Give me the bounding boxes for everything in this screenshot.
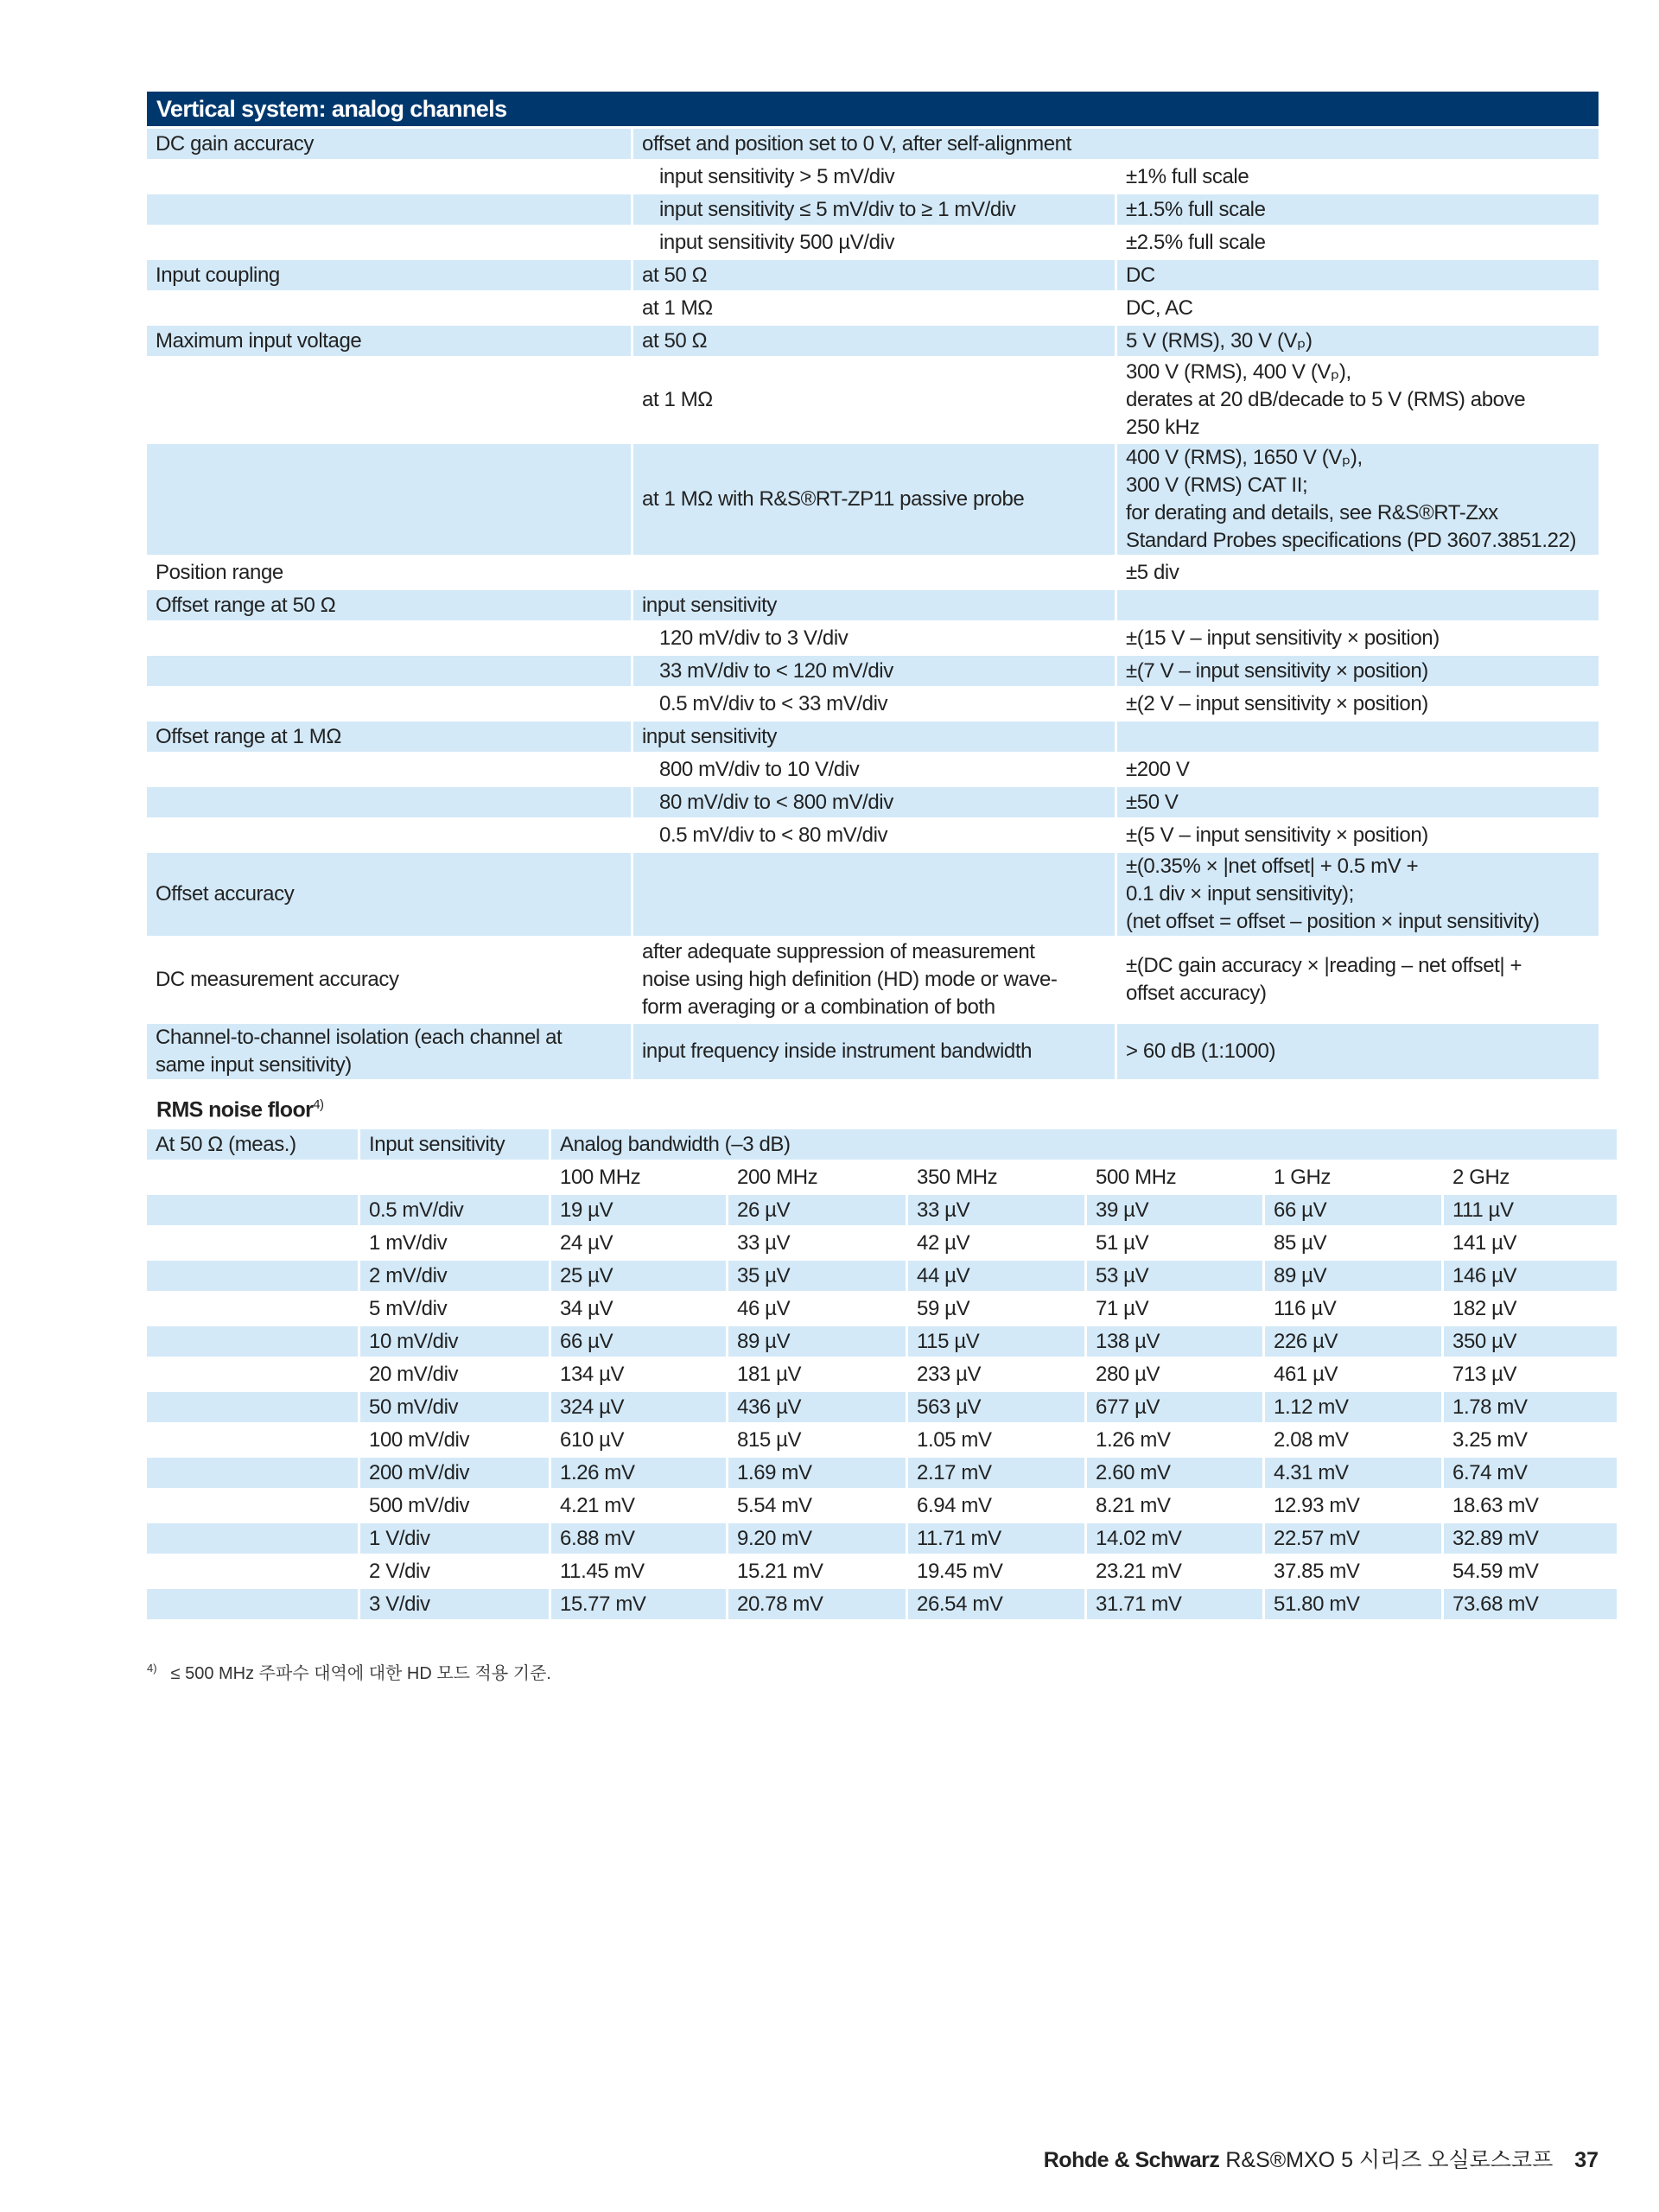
rms-value: 37.85 mV: [1265, 1556, 1441, 1589]
section-title: Vertical system: analog channels: [147, 92, 1599, 126]
rms-value: 1.78 mV: [1444, 1392, 1617, 1425]
footnote-mark: 4): [147, 1662, 157, 1675]
spec-value: ±(0.35% × |net offset| + 0.5 mV + 0.1 div × input sensitivity); (net offset = offset – position × input sensitivity): [1117, 853, 1599, 938]
rms-value: 33 µV: [728, 1228, 906, 1261]
spec-condition: at 1 MΩ with R&S®RT-ZP11 passive probe: [633, 444, 1115, 557]
rms-value: 15.77 mV: [551, 1589, 726, 1622]
spec-parameter: [147, 359, 631, 444]
rms-sensitivity: 10 mV/div: [360, 1326, 549, 1359]
rms-sensitivity: 0.5 mV/div: [360, 1195, 549, 1228]
rms-value: 146 µV: [1444, 1261, 1617, 1294]
spec-condition: at 1 MΩ: [633, 293, 1115, 326]
rms-value: 5.54 mV: [728, 1491, 906, 1523]
rms-value: 9.20 mV: [728, 1523, 906, 1556]
rms-sensitivity: 200 mV/div: [360, 1458, 549, 1491]
spec-value: DC: [1117, 260, 1599, 293]
spec-condition: 0.5 mV/div to < 33 mV/div: [633, 689, 1115, 721]
spec-condition: input sensitivity: [633, 721, 1115, 754]
rms-col-at: At 50 Ω (meas.): [147, 1129, 358, 1162]
empty-cell: [147, 1294, 358, 1326]
spec-condition: input sensitivity 500 µV/div: [633, 227, 1115, 260]
spec-parameter: [147, 754, 631, 787]
rms-sensitivity: 3 V/div: [360, 1589, 549, 1622]
rms-value: 51 µV: [1087, 1228, 1262, 1261]
rms-value: 713 µV: [1444, 1359, 1617, 1392]
spec-value: ±(2 V – input sensitivity × position): [1117, 689, 1599, 721]
rms-value: 1.26 mV: [1087, 1425, 1262, 1458]
rms-value: 4.31 mV: [1265, 1458, 1441, 1491]
rms-value: 3.25 mV: [1444, 1425, 1617, 1458]
rms-value: 181 µV: [728, 1359, 906, 1392]
spec-row: [147, 853, 1599, 938]
spec-parameter: [147, 656, 631, 689]
spec-row: [147, 293, 1599, 326]
empty-cell: [147, 1556, 358, 1589]
rms-row: [147, 1392, 1617, 1425]
spec-value: ±(7 V – input sensitivity × position): [1117, 656, 1599, 689]
spec-parameter: [147, 689, 631, 721]
rms-row: [147, 1523, 1617, 1556]
rms-value: 1.05 mV: [908, 1425, 1084, 1458]
empty-cell: [147, 1195, 358, 1228]
empty-cell: [147, 1162, 358, 1195]
rms-value: 8.21 mV: [1087, 1491, 1262, 1523]
empty-cell: [147, 1326, 358, 1359]
rms-value: 73.68 mV: [1444, 1589, 1617, 1622]
spec-parameter: [147, 820, 631, 853]
spec-row: [147, 656, 1599, 689]
rms-row: [147, 1589, 1617, 1622]
rms-value: 20.78 mV: [728, 1589, 906, 1622]
bandwidth-header: 2 GHz: [1444, 1162, 1617, 1195]
spec-condition: [633, 853, 1115, 938]
spec-value: [1117, 721, 1599, 754]
rms-value: 24 µV: [551, 1228, 726, 1261]
spec-row: [147, 194, 1599, 227]
spec-value: ±2.5% full scale: [1117, 227, 1599, 260]
empty-cell: [147, 1261, 358, 1294]
rms-row: [147, 1425, 1617, 1458]
rms-value: 2.17 mV: [908, 1458, 1084, 1491]
spec-row: [147, 689, 1599, 721]
spec-row: [147, 444, 1599, 557]
spec-parameter: [147, 623, 631, 656]
rms-noise-title: [156, 1097, 323, 1122]
spec-parameter: Offset range at 1 MΩ: [147, 721, 631, 754]
spec-condition: input sensitivity ≤ 5 mV/div to ≥ 1 mV/div: [633, 194, 1115, 227]
product-name: R&S®MXO 5 시리즈 오실로스코프: [1225, 2148, 1554, 2172]
spec-condition: input sensitivity: [633, 590, 1115, 623]
rms-value: 1.69 mV: [728, 1458, 906, 1491]
rms-value: 26 µV: [728, 1195, 906, 1228]
spec-row: [147, 820, 1599, 853]
spec-row: [147, 129, 1599, 162]
rms-value: 32.89 mV: [1444, 1523, 1617, 1556]
rms-value: 134 µV: [551, 1359, 726, 1392]
rms-value: 138 µV: [1087, 1326, 1262, 1359]
rms-value: 51.80 mV: [1265, 1589, 1441, 1622]
rms-value: 33 µV: [908, 1195, 1084, 1228]
rms-value: 14.02 mV: [1087, 1523, 1262, 1556]
rms-value: 436 µV: [728, 1392, 906, 1425]
rms-value: 324 µV: [551, 1392, 726, 1425]
spec-parameter: [147, 227, 631, 260]
empty-cell: [147, 1458, 358, 1491]
spec-condition: 33 mV/div to < 120 mV/div: [633, 656, 1115, 689]
footnote: [147, 1659, 551, 1684]
rms-value: 18.63 mV: [1444, 1491, 1617, 1523]
spec-parameter: [147, 293, 631, 326]
rms-sensitivity: 1 mV/div: [360, 1228, 549, 1261]
rms-value: 111 µV: [1444, 1195, 1617, 1228]
spec-value: ±5 div: [1117, 557, 1599, 590]
spec-condition: offset and position set to 0 V, after self-alignment: [633, 129, 1599, 162]
rms-value: 182 µV: [1444, 1294, 1617, 1326]
spec-condition: 800 mV/div to 10 V/div: [633, 754, 1115, 787]
footnote-text: ≤ 500 MHz 주파수 대역에 대한 HD 모드 적용 기준.: [170, 1664, 551, 1683]
rms-row: [147, 1359, 1617, 1392]
bandwidth-header: 500 MHz: [1087, 1162, 1262, 1195]
rms-value: 46 µV: [728, 1294, 906, 1326]
spec-row: [147, 227, 1599, 260]
spec-row: [147, 754, 1599, 787]
empty-cell: [360, 1162, 549, 1195]
rms-value: 1.26 mV: [551, 1458, 726, 1491]
rms-row: [147, 1491, 1617, 1523]
spec-row: [147, 787, 1599, 820]
spec-table: [144, 129, 1601, 1082]
rms-value: 2.60 mV: [1087, 1458, 1262, 1491]
spec-condition: 120 mV/div to 3 V/div: [633, 623, 1115, 656]
spec-parameter: DC gain accuracy: [147, 129, 631, 162]
rms-value: 116 µV: [1265, 1294, 1441, 1326]
rms-value: 6.74 mV: [1444, 1458, 1617, 1491]
rms-value: 89 µV: [1265, 1261, 1441, 1294]
rms-value: 6.88 mV: [551, 1523, 726, 1556]
empty-cell: [147, 1359, 358, 1392]
rms-value: 25 µV: [551, 1261, 726, 1294]
rms-value: 11.45 mV: [551, 1556, 726, 1589]
rms-value: 59 µV: [908, 1294, 1084, 1326]
rms-row: [147, 1556, 1617, 1589]
rms-value: 2.08 mV: [1265, 1425, 1441, 1458]
rms-row: [147, 1326, 1617, 1359]
spec-value: ±(15 V – input sensitivity × position): [1117, 623, 1599, 656]
rms-value: 141 µV: [1444, 1228, 1617, 1261]
rms-value: 39 µV: [1087, 1195, 1262, 1228]
spec-parameter: [147, 194, 631, 227]
rms-noise-table: [144, 1129, 1619, 1622]
spec-parameter: [147, 444, 631, 557]
rms-title-text: RMS noise floor: [156, 1097, 314, 1122]
rms-value: 53 µV: [1087, 1261, 1262, 1294]
rms-value: 66 µV: [551, 1326, 726, 1359]
rms-value: 226 µV: [1265, 1326, 1441, 1359]
spec-value: 5 V (RMS), 30 V (Vₚ): [1117, 326, 1599, 359]
spec-condition: [633, 557, 1115, 590]
bandwidth-header: 100 MHz: [551, 1162, 726, 1195]
rms-value: 461 µV: [1265, 1359, 1441, 1392]
spec-condition: at 50 Ω: [633, 326, 1115, 359]
rms-sensitivity: 50 mV/div: [360, 1392, 549, 1425]
spec-row: [147, 1024, 1599, 1082]
bandwidth-header: 1 GHz: [1265, 1162, 1441, 1195]
spec-condition: input frequency inside instrument bandwidth: [633, 1024, 1115, 1082]
spec-row: [147, 721, 1599, 754]
spec-condition: input sensitivity > 5 mV/div: [633, 162, 1115, 194]
spec-parameter: [147, 787, 631, 820]
rms-sensitivity: 100 mV/div: [360, 1425, 549, 1458]
rms-value: 15.21 mV: [728, 1556, 906, 1589]
rms-value: 66 µV: [1265, 1195, 1441, 1228]
page-number: 37: [1574, 2148, 1599, 2172]
empty-cell: [147, 1425, 358, 1458]
rms-value: 19 µV: [551, 1195, 726, 1228]
rms-value: 115 µV: [908, 1326, 1084, 1359]
rms-value: 19.45 mV: [908, 1556, 1084, 1589]
rms-bandwidth-row: [147, 1162, 1617, 1195]
rms-row: [147, 1458, 1617, 1491]
spec-parameter: Offset accuracy: [147, 853, 631, 938]
spec-value: > 60 dB (1:1000): [1117, 1024, 1599, 1082]
rms-sensitivity: 5 mV/div: [360, 1294, 549, 1326]
rms-sensitivity: 2 mV/div: [360, 1261, 549, 1294]
rms-col-bandwidth: Analog bandwidth (–3 dB): [551, 1129, 1617, 1162]
spec-value: 300 V (RMS), 400 V (Vₚ), derates at 20 dB/decade to 5 V (RMS) above 250 kHz: [1117, 359, 1599, 444]
spec-parameter: Input coupling: [147, 260, 631, 293]
page-footer: [1044, 2143, 1599, 2174]
rms-header-row: [147, 1129, 1617, 1162]
spec-value: [1117, 590, 1599, 623]
rms-row: [147, 1228, 1617, 1261]
spec-condition: at 50 Ω: [633, 260, 1115, 293]
spec-row: [147, 623, 1599, 656]
spec-value: 400 V (RMS), 1650 V (Vₚ), 300 V (RMS) CAT II; for derating and details, see R&S®RT-Zxx Standard Probes specifications (PD 3607.3851.22): [1117, 444, 1599, 557]
empty-cell: [147, 1523, 358, 1556]
spec-value: ±50 V: [1117, 787, 1599, 820]
rms-value: 22.57 mV: [1265, 1523, 1441, 1556]
rms-sensitivity: 500 mV/div: [360, 1491, 549, 1523]
spec-row: [147, 162, 1599, 194]
rms-sensitivity: 20 mV/div: [360, 1359, 549, 1392]
rms-value: 31.71 mV: [1087, 1589, 1262, 1622]
spec-value: ±1% full scale: [1117, 162, 1599, 194]
spec-condition: after adequate suppression of measurement noise using high definition (HD) mode or wave- form averaging or a combination of both: [633, 938, 1115, 1024]
rms-value: 26.54 mV: [908, 1589, 1084, 1622]
rms-value: 6.94 mV: [908, 1491, 1084, 1523]
spec-row: [147, 590, 1599, 623]
bandwidth-header: 350 MHz: [908, 1162, 1084, 1195]
rms-row: [147, 1294, 1617, 1326]
rms-sensitivity: 2 V/div: [360, 1556, 549, 1589]
spec-row: [147, 260, 1599, 293]
rms-value: 233 µV: [908, 1359, 1084, 1392]
rms-value: 34 µV: [551, 1294, 726, 1326]
rms-col-sensitivity: Input sensitivity: [360, 1129, 549, 1162]
spec-row: [147, 557, 1599, 590]
spec-value: ±1.5% full scale: [1117, 194, 1599, 227]
brand-logo: Rohde & Schwarz: [1043, 2148, 1220, 2172]
spec-row: [147, 359, 1599, 444]
rms-value: 54.59 mV: [1444, 1556, 1617, 1589]
spec-value: ±(DC gain accuracy × |reading – net offset| + offset accuracy): [1117, 938, 1599, 1024]
rms-row: [147, 1195, 1617, 1228]
rms-value: 610 µV: [551, 1425, 726, 1458]
spec-condition: 80 mV/div to < 800 mV/div: [633, 787, 1115, 820]
spec-parameter: DC measurement accuracy: [147, 938, 631, 1024]
rms-value: 11.71 mV: [908, 1523, 1084, 1556]
spec-value: ±200 V: [1117, 754, 1599, 787]
rms-value: 42 µV: [908, 1228, 1084, 1261]
spec-parameter: [147, 162, 631, 194]
rms-value: 12.93 mV: [1265, 1491, 1441, 1523]
rms-value: 71 µV: [1087, 1294, 1262, 1326]
spec-row: [147, 326, 1599, 359]
rms-value: 1.12 mV: [1265, 1392, 1441, 1425]
empty-cell: [147, 1392, 358, 1425]
spec-condition: 0.5 mV/div to < 80 mV/div: [633, 820, 1115, 853]
footnote-ref: 4): [313, 1097, 324, 1112]
rms-value: 815 µV: [728, 1425, 906, 1458]
rms-value: 280 µV: [1087, 1359, 1262, 1392]
spec-parameter: Maximum input voltage: [147, 326, 631, 359]
spec-value: ±(5 V – input sensitivity × position): [1117, 820, 1599, 853]
spec-parameter: Offset range at 50 Ω: [147, 590, 631, 623]
empty-cell: [147, 1228, 358, 1261]
rms-value: 677 µV: [1087, 1392, 1262, 1425]
rms-value: 563 µV: [908, 1392, 1084, 1425]
rms-value: 4.21 mV: [551, 1491, 726, 1523]
empty-cell: [147, 1491, 358, 1523]
rms-value: 85 µV: [1265, 1228, 1441, 1261]
rms-value: 89 µV: [728, 1326, 906, 1359]
empty-cell: [147, 1589, 358, 1622]
rms-value: 23.21 mV: [1087, 1556, 1262, 1589]
rms-value: 350 µV: [1444, 1326, 1617, 1359]
spec-row: [147, 938, 1599, 1024]
rms-value: 44 µV: [908, 1261, 1084, 1294]
spec-parameter: Channel-to-channel isolation (each channel at same input sensitivity): [147, 1024, 631, 1082]
rms-sensitivity: 1 V/div: [360, 1523, 549, 1556]
rms-row: [147, 1261, 1617, 1294]
spec-condition: at 1 MΩ: [633, 359, 1115, 444]
bandwidth-header: 200 MHz: [728, 1162, 906, 1195]
spec-value: DC, AC: [1117, 293, 1599, 326]
rms-value: 35 µV: [728, 1261, 906, 1294]
spec-parameter: Position range: [147, 557, 631, 590]
